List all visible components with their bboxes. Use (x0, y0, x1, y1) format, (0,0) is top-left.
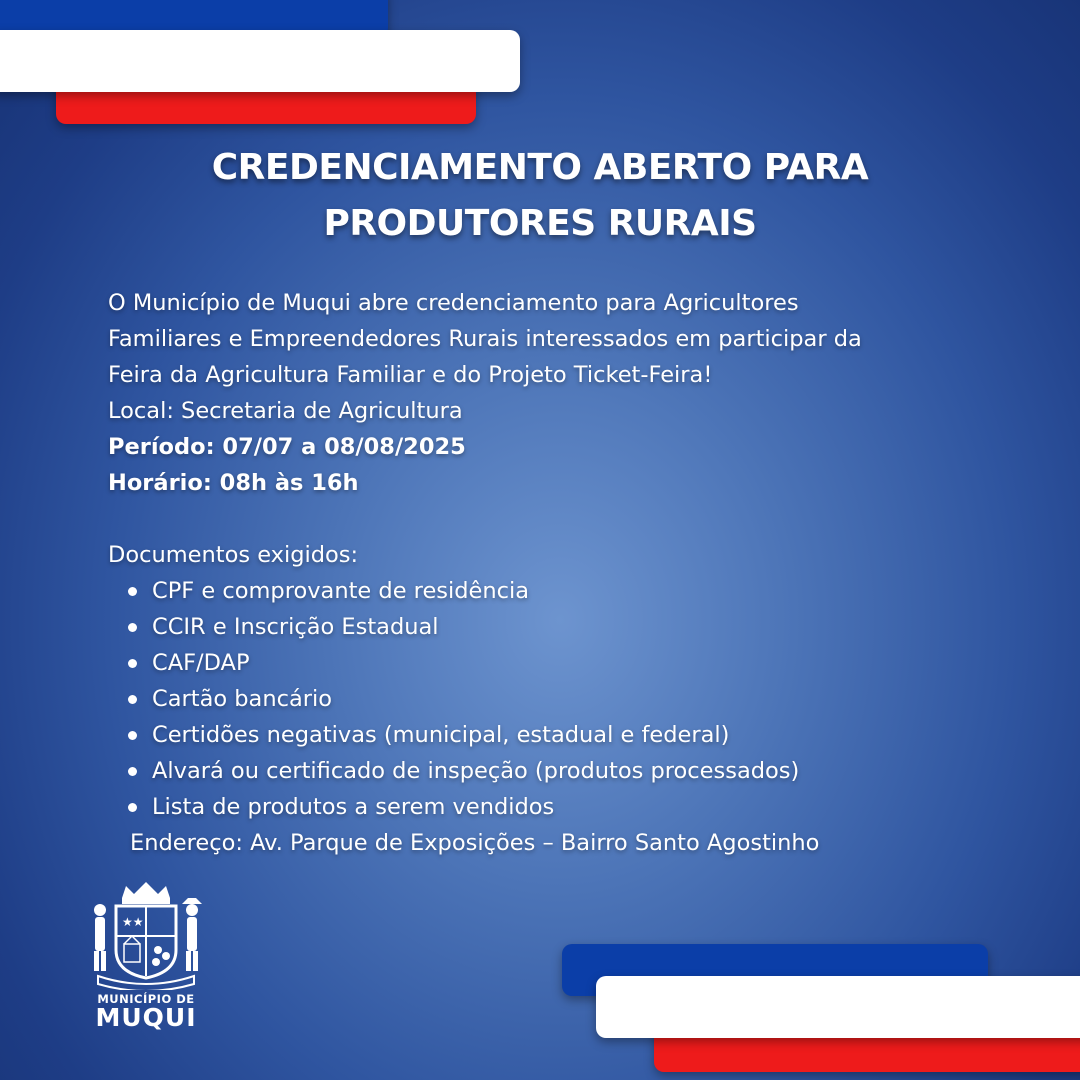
logo-caption-line-1: MUNICÍPIO DE (97, 992, 195, 1006)
intro-line-2: Familiares e Empreendedores Rurais interessados em participar da (108, 326, 862, 352)
headline (0, 140, 1080, 252)
document-item: CCIR e Inscrição Estadual (108, 609, 1008, 645)
logo-caption (78, 992, 214, 1030)
svg-text:★★: ★★ (122, 915, 144, 929)
headline-line-2: PRODUTORES RURAIS (323, 203, 757, 244)
document-item: CPF e comprovante de residência (108, 573, 1008, 609)
spacer (108, 501, 1008, 537)
address-line: Endereço: Av. Parque de Exposições – Bairro Santo Agostinho (130, 830, 820, 856)
logo-caption-line-2: MUQUI (95, 1003, 197, 1032)
flag-stripe-white-top (0, 30, 520, 92)
intro-line-3: Feira da Agricultura Familiar e do Projeto Ticket-Feira! (108, 362, 713, 388)
coat-of-arms-icon (78, 880, 214, 990)
announcement-body (108, 285, 1008, 861)
document-item: Alvará ou certificado de inspeção (produtos processados) (108, 753, 1008, 789)
document-item: CAF/DAP (108, 645, 1008, 681)
intro-line-1: O Município de Muqui abre credenciamento para Agricultores (108, 290, 799, 316)
schedule-line: Horário: 08h às 16h (108, 470, 359, 496)
document-item: Lista de produtos a serem vendidos (108, 789, 1008, 825)
period-line: Período: 07/07 a 08/08/2025 (108, 434, 466, 460)
flag-stripe-white-bottom (596, 976, 1080, 1038)
document-item: Certidões negativas (municipal, estadual e federal) (108, 717, 1008, 753)
document-item: Cartão bancário (108, 681, 1008, 717)
municipality-logo (78, 880, 214, 1030)
location-line: Local: Secretaria de Agricultura (108, 398, 463, 424)
headline-line-1: CREDENCIAMENTO ABERTO PARA (211, 147, 869, 188)
documents-list (108, 573, 1008, 825)
documents-heading: Documentos exigidos: (108, 542, 359, 568)
